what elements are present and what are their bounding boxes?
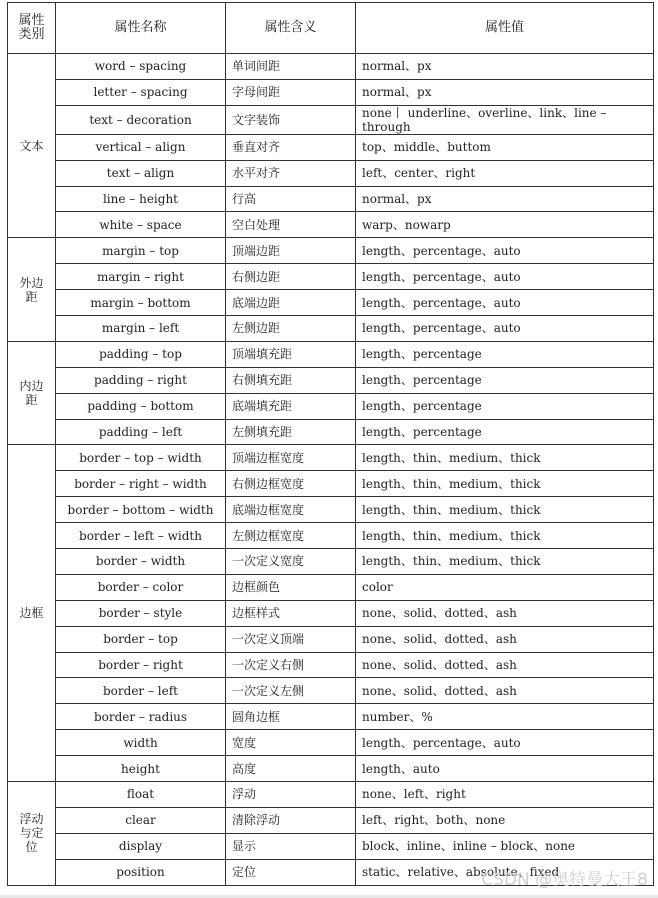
property-meaning-cell: 水平对齐	[226, 160, 356, 186]
property-meaning-cell: 边框颜色	[226, 574, 356, 600]
table-row	[8, 79, 654, 105]
property-value-cell: left、center、right	[356, 160, 654, 186]
property-meaning-cell: 一次定义左侧	[226, 678, 356, 704]
property-value-cell: length、percentage	[356, 341, 654, 367]
table-row	[8, 704, 654, 730]
table-row	[8, 134, 654, 160]
property-meaning-cell: 清除浮动	[226, 807, 356, 833]
property-meaning-cell: 圆角边框	[226, 704, 356, 730]
property-name-cell: padding – bottom	[56, 393, 226, 419]
property-meaning-cell: 行高	[226, 186, 356, 212]
table-row	[8, 523, 654, 549]
property-meaning-cell: 一次定义宽度	[226, 549, 356, 575]
table-row	[8, 445, 654, 471]
property-name-cell: margin – left	[56, 316, 226, 342]
property-meaning-cell: 浮动	[226, 782, 356, 808]
property-name-cell: position	[56, 859, 226, 885]
property-meaning-cell: 右侧边距	[226, 264, 356, 290]
property-name-cell: margin – right	[56, 264, 226, 290]
table-row	[8, 186, 654, 212]
table-row	[8, 105, 654, 134]
property-name-cell: display	[56, 833, 226, 859]
property-meaning-cell: 右侧填充距	[226, 367, 356, 393]
property-value-cell: length、auto	[356, 756, 654, 782]
property-meaning-cell: 顶端边距	[226, 238, 356, 264]
property-name-cell: word – spacing	[56, 54, 226, 80]
property-meaning-cell: 空白处理	[226, 212, 356, 238]
property-name-cell: border – top	[56, 626, 226, 652]
header-row	[8, 3, 654, 54]
property-name-cell: text – align	[56, 160, 226, 186]
property-name-cell: height	[56, 756, 226, 782]
property-value-cell: length、percentage	[356, 393, 654, 419]
property-meaning-cell: 显示	[226, 833, 356, 859]
property-meaning-cell: 顶端填充距	[226, 341, 356, 367]
table-body	[8, 54, 654, 886]
property-meaning-cell: 底端填充距	[226, 393, 356, 419]
category-cell: 文本	[8, 54, 56, 238]
property-meaning-cell: 垂直对齐	[226, 134, 356, 160]
property-meaning-cell: 文字装饰	[226, 105, 356, 134]
table-row	[8, 393, 654, 419]
category-cell: 浮动与定位	[8, 782, 56, 886]
css-properties-table	[7, 2, 654, 886]
property-value-cell: static、relative、absolute、fixed	[356, 859, 654, 885]
property-name-cell: border – right – width	[56, 471, 226, 497]
property-name-cell: border – top – width	[56, 445, 226, 471]
table-row	[8, 316, 654, 342]
property-value-cell: length、percentage	[356, 367, 654, 393]
header-category: 属性类别	[8, 3, 56, 54]
property-meaning-cell: 宽度	[226, 730, 356, 756]
property-meaning-cell: 一次定义顶端	[226, 626, 356, 652]
watermark: CSDN @奥特曼大王8	[481, 870, 648, 890]
category-cell: 内边距	[8, 341, 56, 445]
table-row	[8, 341, 654, 367]
header-meaning: 属性含义	[226, 3, 356, 54]
property-name-cell: border – width	[56, 549, 226, 575]
property-value-cell: warp、nowarp	[356, 212, 654, 238]
table-row	[8, 238, 654, 264]
property-value-cell: length、percentage、auto	[356, 264, 654, 290]
property-name-cell: clear	[56, 807, 226, 833]
table-row	[8, 807, 654, 833]
table-row	[8, 160, 654, 186]
property-value-cell: block、inline、inline – block、none	[356, 833, 654, 859]
table-row	[8, 574, 654, 600]
table-row	[8, 471, 654, 497]
property-value-cell: none、left、right	[356, 782, 654, 808]
property-name-cell: text – decoration	[56, 105, 226, 134]
table-row	[8, 54, 654, 80]
property-meaning-cell: 左侧边框宽度	[226, 523, 356, 549]
property-value-cell: length、percentage、auto	[356, 290, 654, 316]
property-value-cell: number、%	[356, 704, 654, 730]
table-row	[8, 290, 654, 316]
property-name-cell: border – color	[56, 574, 226, 600]
property-name-cell: border – left – width	[56, 523, 226, 549]
category-cell: 边框	[8, 445, 56, 782]
property-name-cell: margin – bottom	[56, 290, 226, 316]
property-value-cell: normal、px	[356, 186, 654, 212]
table-row	[8, 833, 654, 859]
property-name-cell: margin – top	[56, 238, 226, 264]
table-row	[8, 730, 654, 756]
header-value: 属性值	[356, 3, 654, 54]
property-value-cell: length、thin、medium、thick	[356, 523, 654, 549]
property-meaning-cell: 顶端边框宽度	[226, 445, 356, 471]
property-name-cell: vertical – align	[56, 134, 226, 160]
table-row	[8, 600, 654, 626]
property-name-cell: padding – right	[56, 367, 226, 393]
property-name-cell: float	[56, 782, 226, 808]
property-name-cell: line – height	[56, 186, 226, 212]
property-meaning-cell: 右侧边框宽度	[226, 471, 356, 497]
property-name-cell: border – right	[56, 652, 226, 678]
property-name-cell: border – style	[56, 600, 226, 626]
category-cell: 外边距	[8, 238, 56, 342]
property-name-cell: padding – left	[56, 419, 226, 445]
property-value-cell: length、thin、medium、thick	[356, 549, 654, 575]
table-row	[8, 367, 654, 393]
property-meaning-cell: 左侧边距	[226, 316, 356, 342]
property-value-cell: length、percentage、auto	[356, 730, 654, 756]
property-value-cell: color	[356, 574, 654, 600]
property-value-cell: length、thin、medium、thick	[356, 445, 654, 471]
header-name: 属性名称	[56, 3, 226, 54]
property-value-cell: length、thin、medium、thick	[356, 471, 654, 497]
property-meaning-cell: 定位	[226, 859, 356, 885]
property-value-cell: length、percentage、auto	[356, 238, 654, 264]
property-name-cell: border – bottom – width	[56, 497, 226, 523]
table-row	[8, 756, 654, 782]
property-value-cell: none、solid、dotted、ash	[356, 678, 654, 704]
property-name-cell: width	[56, 730, 226, 756]
property-meaning-cell: 一次定义右侧	[226, 652, 356, 678]
table-row	[8, 626, 654, 652]
property-meaning-cell: 高度	[226, 756, 356, 782]
table-row	[8, 678, 654, 704]
property-name-cell: border – radius	[56, 704, 226, 730]
table-row	[8, 549, 654, 575]
property-value-cell: length、percentage、auto	[356, 316, 654, 342]
property-name-cell: white – space	[56, 212, 226, 238]
property-value-cell: left、right、both、none	[356, 807, 654, 833]
table-row	[8, 782, 654, 808]
property-value-cell: normal、px	[356, 79, 654, 105]
property-meaning-cell: 底端边框宽度	[226, 497, 356, 523]
table-row	[8, 419, 654, 445]
table-row	[8, 497, 654, 523]
property-value-cell: length、percentage	[356, 419, 654, 445]
property-value-cell: none、solid、dotted、ash	[356, 626, 654, 652]
table-row	[8, 652, 654, 678]
property-name-cell: border – left	[56, 678, 226, 704]
property-value-cell: top、middle、buttom	[356, 134, 654, 160]
table-row	[8, 212, 654, 238]
property-value-cell: normal、px	[356, 54, 654, 80]
property-meaning-cell: 左侧填充距	[226, 419, 356, 445]
property-value-cell: none、solid、dotted、ash	[356, 600, 654, 626]
property-meaning-cell: 字母间距	[226, 79, 356, 105]
property-name-cell: letter – spacing	[56, 79, 226, 105]
property-meaning-cell: 边框样式	[226, 600, 356, 626]
property-value-cell: length、thin、medium、thick	[356, 497, 654, 523]
property-name-cell: padding – top	[56, 341, 226, 367]
property-meaning-cell: 单词间距	[226, 54, 356, 80]
property-meaning-cell: 底端边距	[226, 290, 356, 316]
table-row	[8, 264, 654, 290]
property-value-cell: none丨 underline、overline、link、line – through	[356, 105, 654, 134]
property-value-cell: none、solid、dotted、ash	[356, 652, 654, 678]
